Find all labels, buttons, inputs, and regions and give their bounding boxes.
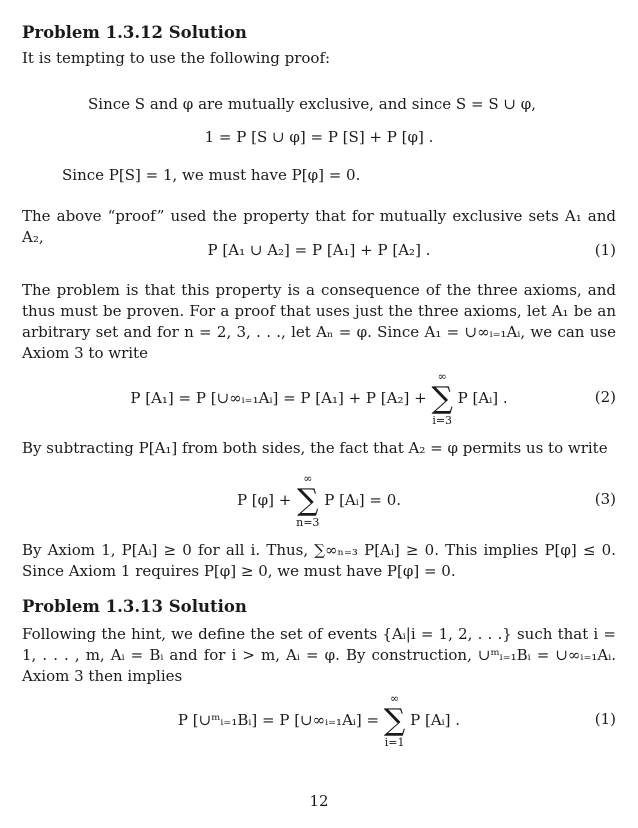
sigma-glyph: ∑ bbox=[297, 483, 319, 518]
equation-4-left: P [∪ᵐᵢ₌₁Bᵢ] = P [∪∞ᵢ₌₁Aᵢ] = bbox=[177, 711, 380, 729]
summation-symbol bbox=[384, 692, 405, 750]
equation-2-left: P [A₁] = P [∪∞ᵢ₌₁Aᵢ] = P [A₁] + P [A₂] + bbox=[130, 389, 427, 407]
axiom-paragraph: The problem is that this property is a consequence of the three axioms, and thus must be proven. For a proof that uses just the three axioms, let A₁ be an arbitrary set and for n = 2, 3, . . ., let Aₙ = φ. Since A₁ = ∪∞ᵢ₌₁Aᵢ, we can use Axiom 3 to write bbox=[22, 281, 616, 362]
summation-symbol bbox=[296, 472, 319, 530]
equation-3 bbox=[22, 472, 616, 530]
summation-lower-limit: n=3 bbox=[296, 516, 320, 529]
quoted-proof-equation: 1 = P [S ∪ φ] = P [S] + P [φ] . bbox=[204, 128, 434, 146]
hint-paragraph: Following the hint, we define the set of events {Aᵢ|i = 1, 2, . . .} such that i = 1, . . . , m, Aᵢ = Bᵢ and for i > m, Aᵢ = φ. By construction, ∪ᵐᵢ₌₁Bᵢ = ∪∞ᵢ₌₁Aᵢ. Axiom 3 then implies bbox=[22, 625, 616, 685]
equation-2-right: P [Aᵢ] . bbox=[457, 389, 508, 407]
equation-3-body bbox=[22, 472, 616, 530]
equation-4-body bbox=[22, 692, 616, 750]
summation-upper-limit: ∞ bbox=[390, 692, 400, 705]
conclusion-paragraph: By Axiom 1, P[Aᵢ] ≥ 0 for all i. Thus, ∑∞ₙ₌₃ P[Aᵢ] ≥ 0. This implies P[φ] ≤ 0. Since Axiom 1 requires P[φ] ≥ 0, we must have P[φ] = 0. bbox=[22, 541, 616, 580]
equation-3-left: P [φ] + bbox=[236, 491, 292, 509]
summation-lower-limit: i=3 bbox=[432, 414, 453, 427]
equation-1 bbox=[22, 240, 616, 261]
summation-upper-limit: ∞ bbox=[437, 370, 447, 383]
equation-4 bbox=[22, 692, 616, 750]
quoted-proof-line-1: Since S and φ are mutually exclusive, and since S = S ∪ φ, bbox=[88, 95, 536, 113]
property-paragraph: The above “proof” used the property that for mutually exclusive sets A₁ and A₂, bbox=[22, 207, 616, 246]
section-heading-1-3-13: Problem 1.3.13 Solution bbox=[22, 597, 247, 616]
section-heading-1-3-12: Problem 1.3.12 Solution bbox=[22, 23, 247, 42]
summation-lower-limit: i=1 bbox=[384, 736, 405, 749]
equation-1-number: (1) bbox=[594, 241, 616, 259]
equation-3-right: P [Aᵢ] = 0. bbox=[324, 491, 402, 509]
sigma-glyph: ∑ bbox=[431, 381, 453, 416]
page-number: 12 bbox=[309, 792, 329, 810]
equation-2-body bbox=[22, 370, 616, 428]
intro-paragraph: It is tempting to use the following proof: bbox=[22, 49, 331, 67]
equation-2-number: (2) bbox=[594, 388, 616, 406]
equation-4-number: (1) bbox=[594, 710, 616, 728]
equation-3-number: (3) bbox=[594, 490, 616, 508]
equation-2 bbox=[22, 370, 616, 428]
equation-4-right: P [Aᵢ] . bbox=[410, 711, 461, 729]
summation-upper-limit: ∞ bbox=[303, 472, 313, 485]
subtraction-paragraph: By subtracting P[A₁] from both sides, the fact that A₂ = φ permits us to write bbox=[22, 439, 608, 457]
quoted-proof-line-2: Since P[S] = 1, we must have P[φ] = 0. bbox=[62, 166, 361, 184]
summation-symbol bbox=[431, 370, 452, 428]
equation-1-body: P [A₁ ∪ A₂] = P [A₁] + P [A₂] . bbox=[207, 241, 431, 259]
sigma-glyph: ∑ bbox=[383, 703, 406, 738]
